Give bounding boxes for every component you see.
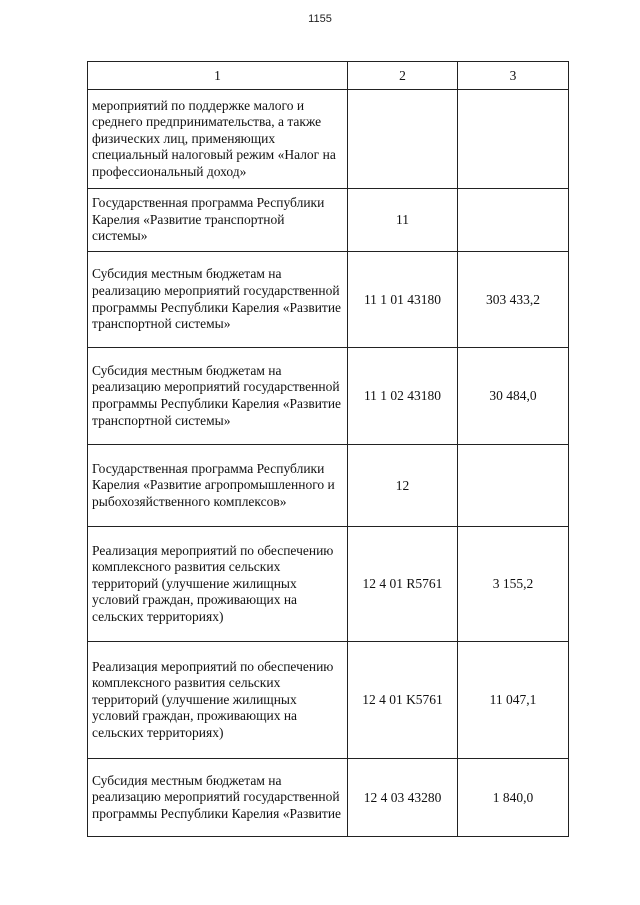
table-row — [88, 252, 569, 348]
column-header-3: 3 — [458, 62, 569, 90]
table-row — [88, 348, 569, 445]
budget-table — [87, 61, 569, 837]
row-amount: 1 840,0 — [458, 759, 569, 837]
row-code: 12 4 01 R5761 — [348, 527, 458, 642]
row-amount — [458, 189, 569, 252]
column-header-2: 2 — [348, 62, 458, 90]
row-amount: 11 047,1 — [458, 642, 569, 759]
table-row — [88, 189, 569, 252]
row-amount — [458, 445, 569, 527]
row-code: 11 1 02 43180 — [348, 348, 458, 445]
row-code: 11 — [348, 189, 458, 252]
table-row — [88, 527, 569, 642]
row-name: Субсидия местным бюджетам на реализацию мероприятий государственной программы Республики Карелия «Развитие транспортной системы» — [88, 348, 348, 445]
table-header-row — [88, 62, 569, 90]
row-name: Реализация мероприятий по обеспечению комплексного развития сельских территорий (улучшение жилищных условий граждан, проживающих на сельских территориях) — [88, 527, 348, 642]
row-amount: 30 484,0 — [458, 348, 569, 445]
table-row — [88, 90, 569, 189]
row-code — [348, 90, 458, 189]
row-code: 11 1 01 43180 — [348, 252, 458, 348]
row-code: 12 4 01 K5761 — [348, 642, 458, 759]
row-code: 12 4 03 43280 — [348, 759, 458, 837]
row-name: Реализация мероприятий по обеспечению комплексного развития сельских территорий (улучшение жилищных условий граждан, проживающих на сельских территориях) — [88, 642, 348, 759]
row-amount: 303 433,2 — [458, 252, 569, 348]
row-amount — [458, 90, 569, 189]
row-name: мероприятий по поддержке малого и среднего предпринимательства, а также физических лиц, применяющих специальный налоговый режим «Налог на профессиональный доход» — [88, 90, 348, 189]
table-row — [88, 759, 569, 837]
table-row — [88, 642, 569, 759]
row-amount: 3 155,2 — [458, 527, 569, 642]
page-number: 1155 — [308, 13, 332, 25]
row-name: Государственная программа Республики Карелия «Развитие транспортной системы» — [88, 189, 348, 252]
row-name: Субсидия местным бюджетам на реализацию мероприятий государственной программы Республики Карелия «Развитие — [88, 759, 348, 837]
row-code: 12 — [348, 445, 458, 527]
table-row — [88, 445, 569, 527]
column-header-1: 1 — [88, 62, 348, 90]
row-name: Государственная программа Республики Карелия «Развитие агропромышленного и рыбохозяйственного комплексов» — [88, 445, 348, 527]
row-name: Субсидия местным бюджетам на реализацию мероприятий государственной программы Республики Карелия «Развитие транспортной системы» — [88, 252, 348, 348]
